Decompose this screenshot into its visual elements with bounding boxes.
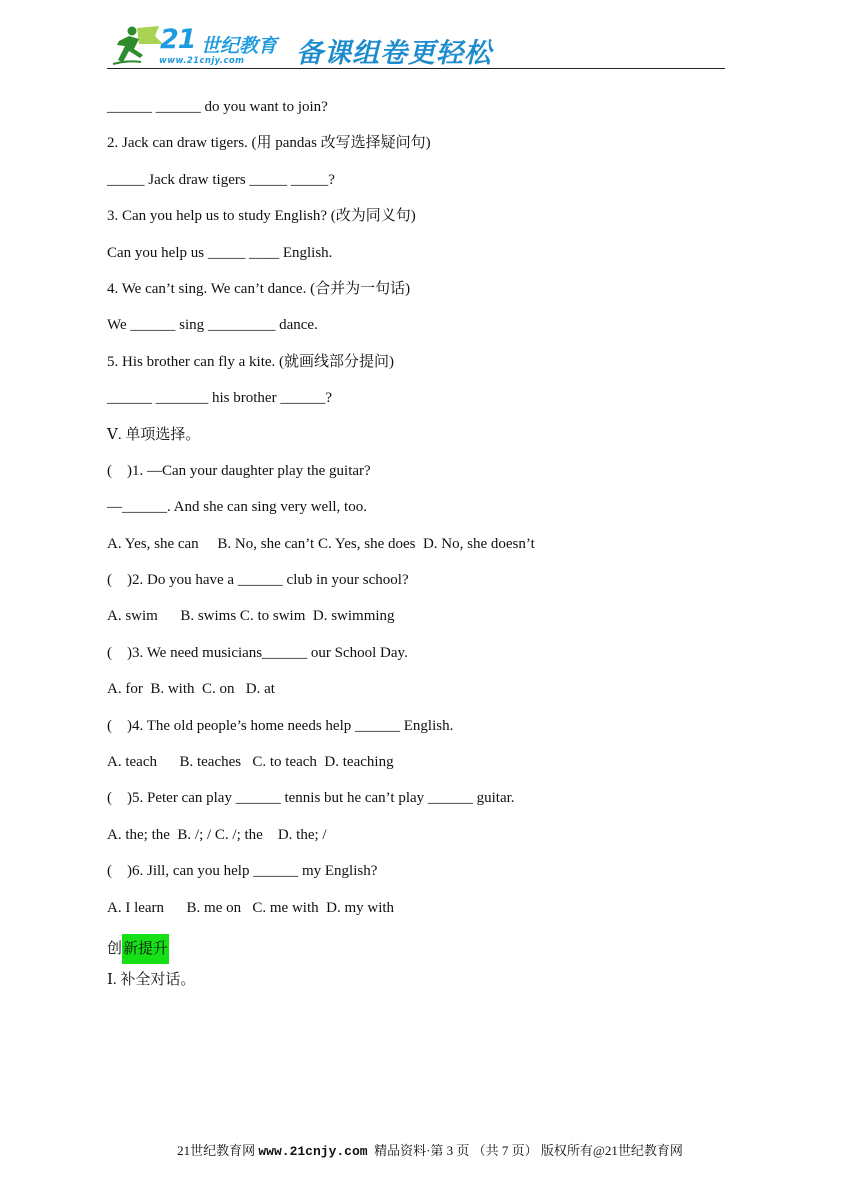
section-title (107, 934, 747, 970)
question-line: Can you help us _____ ____ English. (107, 244, 333, 261)
question-line: 5. His brother can fly a kite. (就画线部分提问) (107, 353, 395, 370)
section-title-highlight: 新提升 (122, 934, 169, 964)
header-slogan: 备课组卷更轻松 (296, 38, 492, 69)
question-line: 3. Can you help us to study English? (改为同义句) (107, 208, 416, 225)
logo-number: 21 (160, 24, 196, 55)
question-line: ( )2. Do you have a ______ club in your school? (107, 572, 409, 589)
section-title-prefix: 创 (107, 940, 123, 957)
question-line: ( )3. We need musicians______ our School Day. (107, 644, 408, 661)
document-body (107, 97, 747, 1007)
footer-page-info: 精品资料·第 3 页 （共 7 页） 版权所有@21世纪教育网 (367, 1143, 683, 1158)
section-heading: Ⅴ. 单项选择。 (107, 426, 201, 443)
options-line: A. for B. with C. on D. at (107, 681, 275, 698)
options-line: A. I learn B. me on C. me with D. my with (107, 899, 395, 916)
options-line: A. Yes, she can B. No, she can’t C. Yes, she does D. No, she doesn’t (107, 535, 535, 552)
question-line: _____ Jack draw tigers _____ _____? (107, 171, 335, 188)
footer-site-url: www.21cnjy.com (258, 1144, 368, 1159)
page-header (107, 22, 725, 72)
question-line: ( )5. Peter can play ______ tennis but he can’t play ______ guitar. (107, 790, 515, 807)
options-line: A. the; the B. /; / C. /; the D. the; / (107, 826, 327, 843)
question-line: ______ ______ do you want to join? (107, 99, 328, 115)
logo-name: 世纪教育 (201, 35, 278, 57)
logo-url: www.21cnjy.com (159, 56, 245, 66)
question-line: We ______ sing _________ dance. (107, 317, 318, 334)
question-line: 2. Jack can draw tigers. (用 pandas 改写选择疑问句) (107, 135, 431, 152)
footer-site-name: 21世纪教育网 (177, 1143, 259, 1158)
header-divider (107, 68, 725, 69)
question-line: ( )4. The old people’s home needs help ______ English. (107, 717, 454, 734)
sub-section-heading: Ⅰ. 补全对话。 (107, 972, 196, 989)
options-line: A. swim B. swims C. to swim D. swimming (107, 608, 395, 625)
options-line: A. teach B. teaches C. to teach D. teaching (107, 754, 394, 771)
question-line: ______ _______ his brother ______? (107, 390, 332, 407)
question-line: —______. And she can sing very well, too. (107, 499, 367, 516)
question-line: 4. We can’t sing. We can’t dance. (合并为一句话) (107, 280, 411, 297)
question-line: ( )6. Jill, can you help ______ my English? (107, 863, 378, 880)
page-footer (0, 1140, 860, 1159)
question-line: ( )1. —Can your daughter play the guitar? (107, 462, 371, 479)
runner-logo-icon (107, 22, 167, 68)
